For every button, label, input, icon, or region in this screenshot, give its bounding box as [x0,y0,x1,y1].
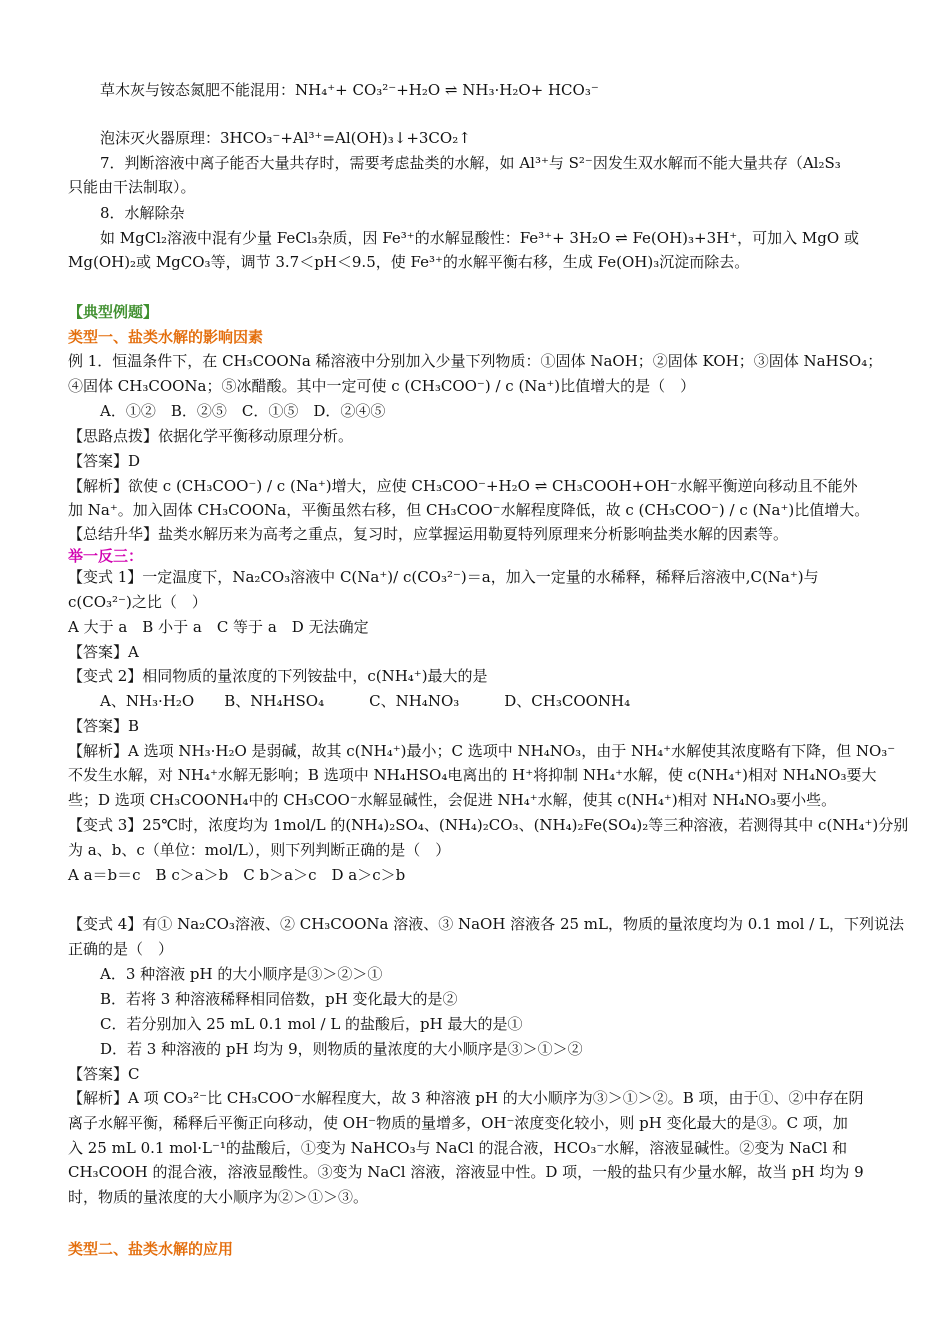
section-heading: 类型一、盐类水解的影响因素 [68,328,264,346]
text-line: A 大于 a B 小于 a C 等于 a D 无法确定 [68,618,369,636]
text-line: C．若分别加入 25 mL 0.1 mol / L 的盐酸后，pH 最大的是① [100,1015,523,1033]
text-line: 【变式 2】相同物质的量浓度的下列铵盐中，c(NH₄⁺)最大的是 [68,667,488,685]
text-line: 【答案】B [68,717,140,735]
text-line: A．①② B．②⑤ C．①⑤ D．②④⑤ [100,402,386,420]
text-line: 例 1．恒温条件下，在 CH₃COONa 稀溶液中分别加入少量下列物质：①固体 NaOH；②固体 KOH；③固体 NaHSO₄； [68,352,883,370]
text-line: 7．判断溶液中离子能否大量共存时，需要考虑盐类的水解，如 Al³⁺与 S²⁻因发生双水解而不能大量共存（Al₂S₃ [100,154,841,172]
text-line: ④固体 CH₃COONa；⑤冰醋酸。其中一定可使 c (CH₃COO⁻) / c (Na⁺)比值增大的是（ ） [68,377,696,395]
text-line: 加 Na⁺。加入固体 CH₃COONa，平衡虽然右移，但 CH₃COO⁻水解程度降低，故 c (CH₃COO⁻) / c (Na⁺)比值增大。 [68,501,870,519]
text-line: 些；D 选项 CH₃COONH₄中的 CH₃COO⁻水解显碱性，会促进 NH₄⁺水解，使其 c(NH₄⁺)相对 NH₄NO₃要小些。 [68,791,837,809]
text-line: A．3 种溶液 pH 的大小顺序是③＞②＞① [100,965,383,983]
text-line: 泡沫灭火器原理：3HCO₃⁻+Al³⁺=Al(OH)₃↓+3CO₂↑ [100,129,471,147]
text-line: D．若 3 种溶液的 pH 均为 9，则物质的量浓度的大小顺序是③＞①＞② [100,1040,583,1058]
text-line: 离子水解平衡，稀释后平衡正向移动，使 OH⁻物质的量增多，OH⁻浓度变化较小，则 pH 变化最大的是③。C 项，加 [68,1114,848,1132]
text-line: 【解析】欲使 c (CH₃COO⁻) / c (Na⁺)增大，应使 CH₃COO⁻+H₂O ⇌ CH₃COOH+OH⁻水解平衡逆向移动且不能外 [68,477,858,495]
text-line: A a＝b＝c B c＞a＞b C b＞a＞c D a＞c＞b [68,866,406,884]
text-line: 不发生水解，对 NH₄⁺水解无影响；B 选项中 NH₄HSO₄电离出的 H⁺将抑制 NH₄⁺水解，使 c(NH₄⁺)相对 NH₄NO₃要大 [68,766,877,784]
text-line: 【思路点拨】依据化学平衡移动原理分析。 [68,427,354,445]
text-line: 【解析】A 选项 NH₃·H₂O 是弱碱，故其 c(NH₄⁺)最小；C 选项中 NH₄NO₃，由于 NH₄⁺水解使其浓度略有下降，但 NO₃⁻ [68,742,896,760]
text-line: 【变式 4】有① Na₂CO₃溶液、② CH₃COONa 溶液、③ NaOH 溶液各 25 mL，物质的量浓度均为 0.1 mol / L，下列说法 [68,915,904,933]
text-line: 8．水解除杂 [100,204,185,222]
text-line: CH₃COOH 的混合液，溶液显酸性。③变为 NaCl 溶液，溶液显中性。D 项，一般的盐只有少量水解，故当 pH 均为 9 [68,1163,864,1181]
text-line: B．若将 3 种溶液稀释相同倍数，pH 变化最大的是② [100,990,458,1008]
text-line: 时，物质的量浓度的大小顺序为②＞①＞③。 [68,1188,369,1206]
section-heading: 类型二、盐类水解的应用 [68,1240,234,1258]
text-line: 【答案】A [68,643,139,661]
section-heading: 举一反三： [68,547,144,565]
text-line: 【总结升华】盐类水解历来为高考之重点，复习时，应掌握运用勒夏特列原理来分析影响盐类水解的因素等。 [68,525,789,543]
text-line: 为 a、b、c（单位：mol/L），则下列判断正确的是（ ） [68,841,451,859]
text-line: 入 25 mL 0.1 mol·L⁻¹的盐酸后，①变为 NaHCO₃与 NaCl 的混合液，HCO₃⁻水解，溶液显碱性。②变为 NaCl 和 [68,1139,848,1157]
text-line: Mg(OH)₂或 MgCO₃等，调节 3.7＜pH＜9.5，使 Fe³⁺的水解平衡右移，生成 Fe(OH)₃沉淀而除去。 [68,253,750,271]
text-line: c(CO₃²⁻)之比（ ） [68,593,207,611]
text-line: 【答案】D [68,452,141,470]
text-line: 正确的是（ ） [68,940,174,958]
text-line: A、NH₃·H₂O B、NH₄HSO₄ C、NH₄NO₃ D、CH₃COONH₄ [100,692,631,710]
text-line: 【变式 1】一定温度下，Na₂CO₃溶液中 C(Na⁺)/ c(CO₃²⁻)＝a，加入一定量的水稀释，稀释后溶液中,C(Na⁺)与 [68,568,819,586]
text-line: 【解析】A 项 CO₃²⁻比 CH₃COO⁻水解程度大，故 3 种溶液 pH 的大小顺序为③＞①＞②。B 项，由于①、②中存在阴 [68,1089,864,1107]
text-line: 【变式 3】25℃时，浓度均为 1mol/L 的(NH₄)₂SO₄、(NH₄)₂CO₃、(NH₄)₂Fe(SO₄)₂等三种溶液，若测得其中 c(NH₄⁺)分别 [68,816,909,834]
text-line: 草木灰与铵态氮肥不能混用：NH₄⁺+ CO₃²⁻+H₂O ⇌ NH₃·H₂O+ HCO₃⁻ [100,81,599,99]
section-heading: 【典型例题】 [68,303,159,321]
text-line: 如 MgCl₂溶液中混有少量 FeCl₃杂质，因 Fe³⁺的水解显酸性：Fe³⁺+ 3H₂O ⇌ Fe(OH)₃+3H⁺，可加入 MgO 或 [100,229,859,247]
text-line: 【答案】C [68,1065,140,1083]
text-line: 只能由干法制取）。 [68,178,196,196]
